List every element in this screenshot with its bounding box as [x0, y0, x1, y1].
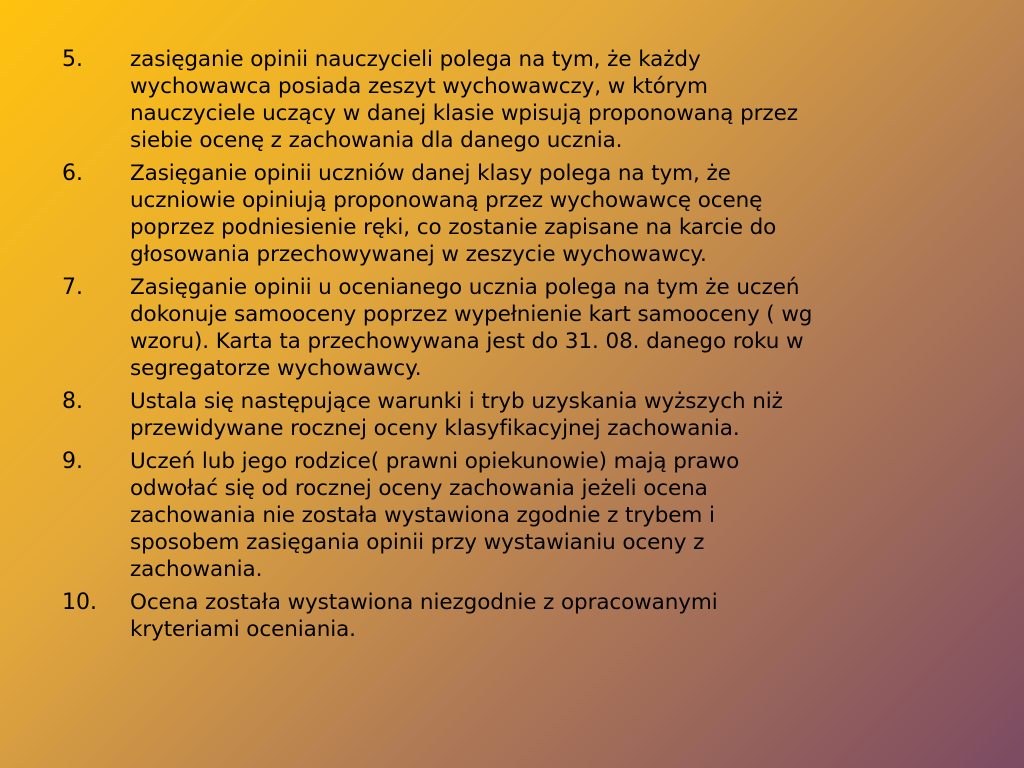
item-line: poprzez podniesienie ręki, co zostanie zapisane na karcie do — [130, 215, 777, 240]
item-line: uczniowie opiniują proponowaną przez wychowawcę ocenę — [130, 188, 763, 213]
list-item — [62, 388, 964, 442]
item-line: wychowawca posiada zeszyt wychowawczy, w którym — [130, 74, 708, 99]
item-line: sposobem zasięgania opinii przy wystawianiu oceny z — [130, 530, 705, 555]
item-line: wzoru). Karta ta przechowywana jest do 31. 08. danego roku w — [130, 329, 804, 354]
list-item — [62, 46, 964, 154]
item-line: Zasięganie opinii uczniów danej klasy polega na tym, że — [130, 161, 731, 186]
item-line: siebie ocenę z zachowania dla danego ucznia. — [130, 128, 623, 153]
item-text — [130, 589, 964, 643]
item-line: dokonuje samooceny poprzez wypełnienie kart samooceny ( wg — [130, 302, 813, 327]
list-item — [62, 589, 964, 643]
item-line: Ocena została wystawiona niezgodnie z opracowanymi — [130, 590, 718, 615]
item-line: nauczyciele uczący w danej klasie wpisują proponowaną przez — [130, 101, 798, 126]
item-line: odwołać się od rocznej oceny zachowania jeżeli ocena — [130, 476, 708, 501]
item-number: 5. — [62, 47, 83, 72]
item-line: zasięganie opinii nauczycieli polega na tym, że każdy — [130, 47, 701, 72]
list-item — [62, 274, 964, 382]
item-line: głosowania przechowywanej w zeszycie wychowawcy. — [130, 242, 707, 267]
item-line: Zasięganie opinii u ocenianego ucznia polega na tym że uczeń — [130, 275, 800, 300]
item-text — [130, 448, 964, 583]
item-number: 10. — [62, 590, 97, 615]
item-line: kryteriami oceniania. — [130, 617, 356, 642]
item-number: 6. — [62, 161, 83, 186]
numbered-list — [62, 46, 964, 643]
item-line: zachowania nie została wystawiona zgodnie z trybem i — [130, 503, 715, 528]
item-line: przewidywane rocznej oceny klasyfikacyjnej zachowania. — [130, 416, 740, 441]
item-line: segregatorze wychowawcy. — [130, 356, 422, 381]
item-text — [130, 388, 964, 442]
item-number: 8. — [62, 389, 83, 414]
item-number: 7. — [62, 275, 83, 300]
item-text — [130, 274, 964, 382]
list-item — [62, 160, 964, 268]
item-line: Ustala się następujące warunki i tryb uzyskania wyższych niż — [130, 389, 783, 414]
item-line: zachowania. — [130, 557, 263, 582]
list-item — [62, 448, 964, 583]
item-text — [130, 160, 964, 268]
item-number: 9. — [62, 449, 83, 474]
item-text — [130, 46, 964, 154]
item-line: Uczeń lub jego rodzice( prawni opiekunowie) mają prawo — [130, 449, 740, 474]
